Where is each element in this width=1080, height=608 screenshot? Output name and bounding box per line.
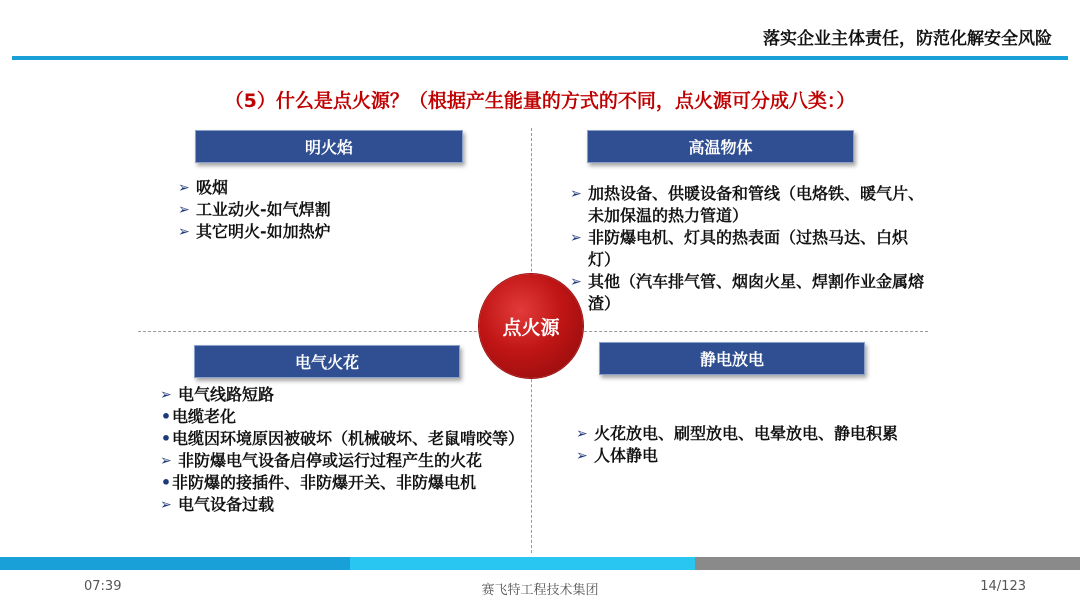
bullet-dot-icon: • bbox=[160, 407, 172, 426]
arrow-icon: ➢ bbox=[570, 186, 582, 202]
list-item: ➢ 加热设备、供暖设备和管线（电烙铁、暖气片、未加保温的热力管道） bbox=[570, 184, 925, 225]
list-item: ➢ 其他（汽车排气管、烟囱火星、焊割作业金属熔渣） bbox=[570, 272, 925, 313]
footer-bar-segment bbox=[0, 557, 350, 570]
list-item: • 电缆因环境原因被破坏（机械破坏、老鼠啃咬等） bbox=[160, 429, 525, 448]
list-item: ➢ 人体静电 bbox=[576, 446, 659, 465]
bullet-dot-icon: • bbox=[160, 429, 172, 448]
arrow-icon: ➢ bbox=[570, 230, 582, 246]
list-item: ➢ 非防爆电气设备启停或运行过程产生的火花 bbox=[160, 451, 483, 470]
footer-bar-segment bbox=[350, 557, 695, 570]
list-item: ➢ 电气线路短路 bbox=[160, 385, 275, 404]
open-flame-header: 明火焰 bbox=[195, 130, 463, 163]
list-item: ➢ 吸烟 bbox=[178, 178, 229, 197]
list-item: ➢ 其它明火-如加热炉 bbox=[178, 222, 331, 241]
ignition-source-circle: 点火源 bbox=[479, 274, 583, 378]
electric-spark-header: 电气火花 bbox=[194, 345, 460, 378]
arrow-icon: ➢ bbox=[570, 274, 582, 290]
list-item: ➢ 电气设备过载 bbox=[160, 495, 275, 514]
arrow-icon: ➢ bbox=[160, 453, 172, 469]
list-item: ➢ 工业动火-如气焊割 bbox=[178, 200, 331, 219]
high-temp-list bbox=[570, 183, 930, 315]
arrow-icon: ➢ bbox=[160, 387, 172, 403]
footer-time: 07:39 bbox=[84, 579, 122, 594]
list-item: ➢ 火花放电、刷型放电、电晕放电、静电积累 bbox=[576, 424, 899, 443]
arrow-icon: ➢ bbox=[160, 497, 172, 513]
static-discharge-list bbox=[576, 423, 956, 467]
slide-question: （5）什么是点火源？（根据产生能量的方式的不同，点火源可分成八类：） bbox=[224, 90, 856, 112]
footer-company: 赛飞特工程技术集团 bbox=[481, 583, 599, 598]
static-discharge-header: 静电放电 bbox=[599, 342, 865, 375]
list-item: ➢ 非防爆电机、灯具的热表面（过热马达、白炽灯） bbox=[570, 228, 909, 269]
arrow-icon: ➢ bbox=[576, 426, 588, 442]
list-item: • 非防爆的接插件、非防爆开关、非防爆电机 bbox=[160, 473, 477, 492]
footer-bar-segment bbox=[695, 557, 1080, 570]
top-divider-bar bbox=[12, 56, 1068, 60]
slide-slogan: 落实企业主体责任，防范化解安全风险 bbox=[763, 29, 1052, 49]
electric-spark-list bbox=[160, 384, 528, 516]
high-temp-header: 高温物体 bbox=[587, 130, 854, 163]
open-flame-list bbox=[178, 177, 498, 243]
arrow-icon: ➢ bbox=[178, 202, 190, 218]
arrow-icon: ➢ bbox=[576, 448, 588, 464]
arrow-icon: ➢ bbox=[178, 180, 190, 196]
footer-page-number: 14/123 bbox=[980, 579, 1026, 594]
bullet-dot-icon: • bbox=[160, 473, 172, 492]
arrow-icon: ➢ bbox=[178, 224, 190, 240]
list-item: • 电缆老化 bbox=[160, 407, 237, 426]
